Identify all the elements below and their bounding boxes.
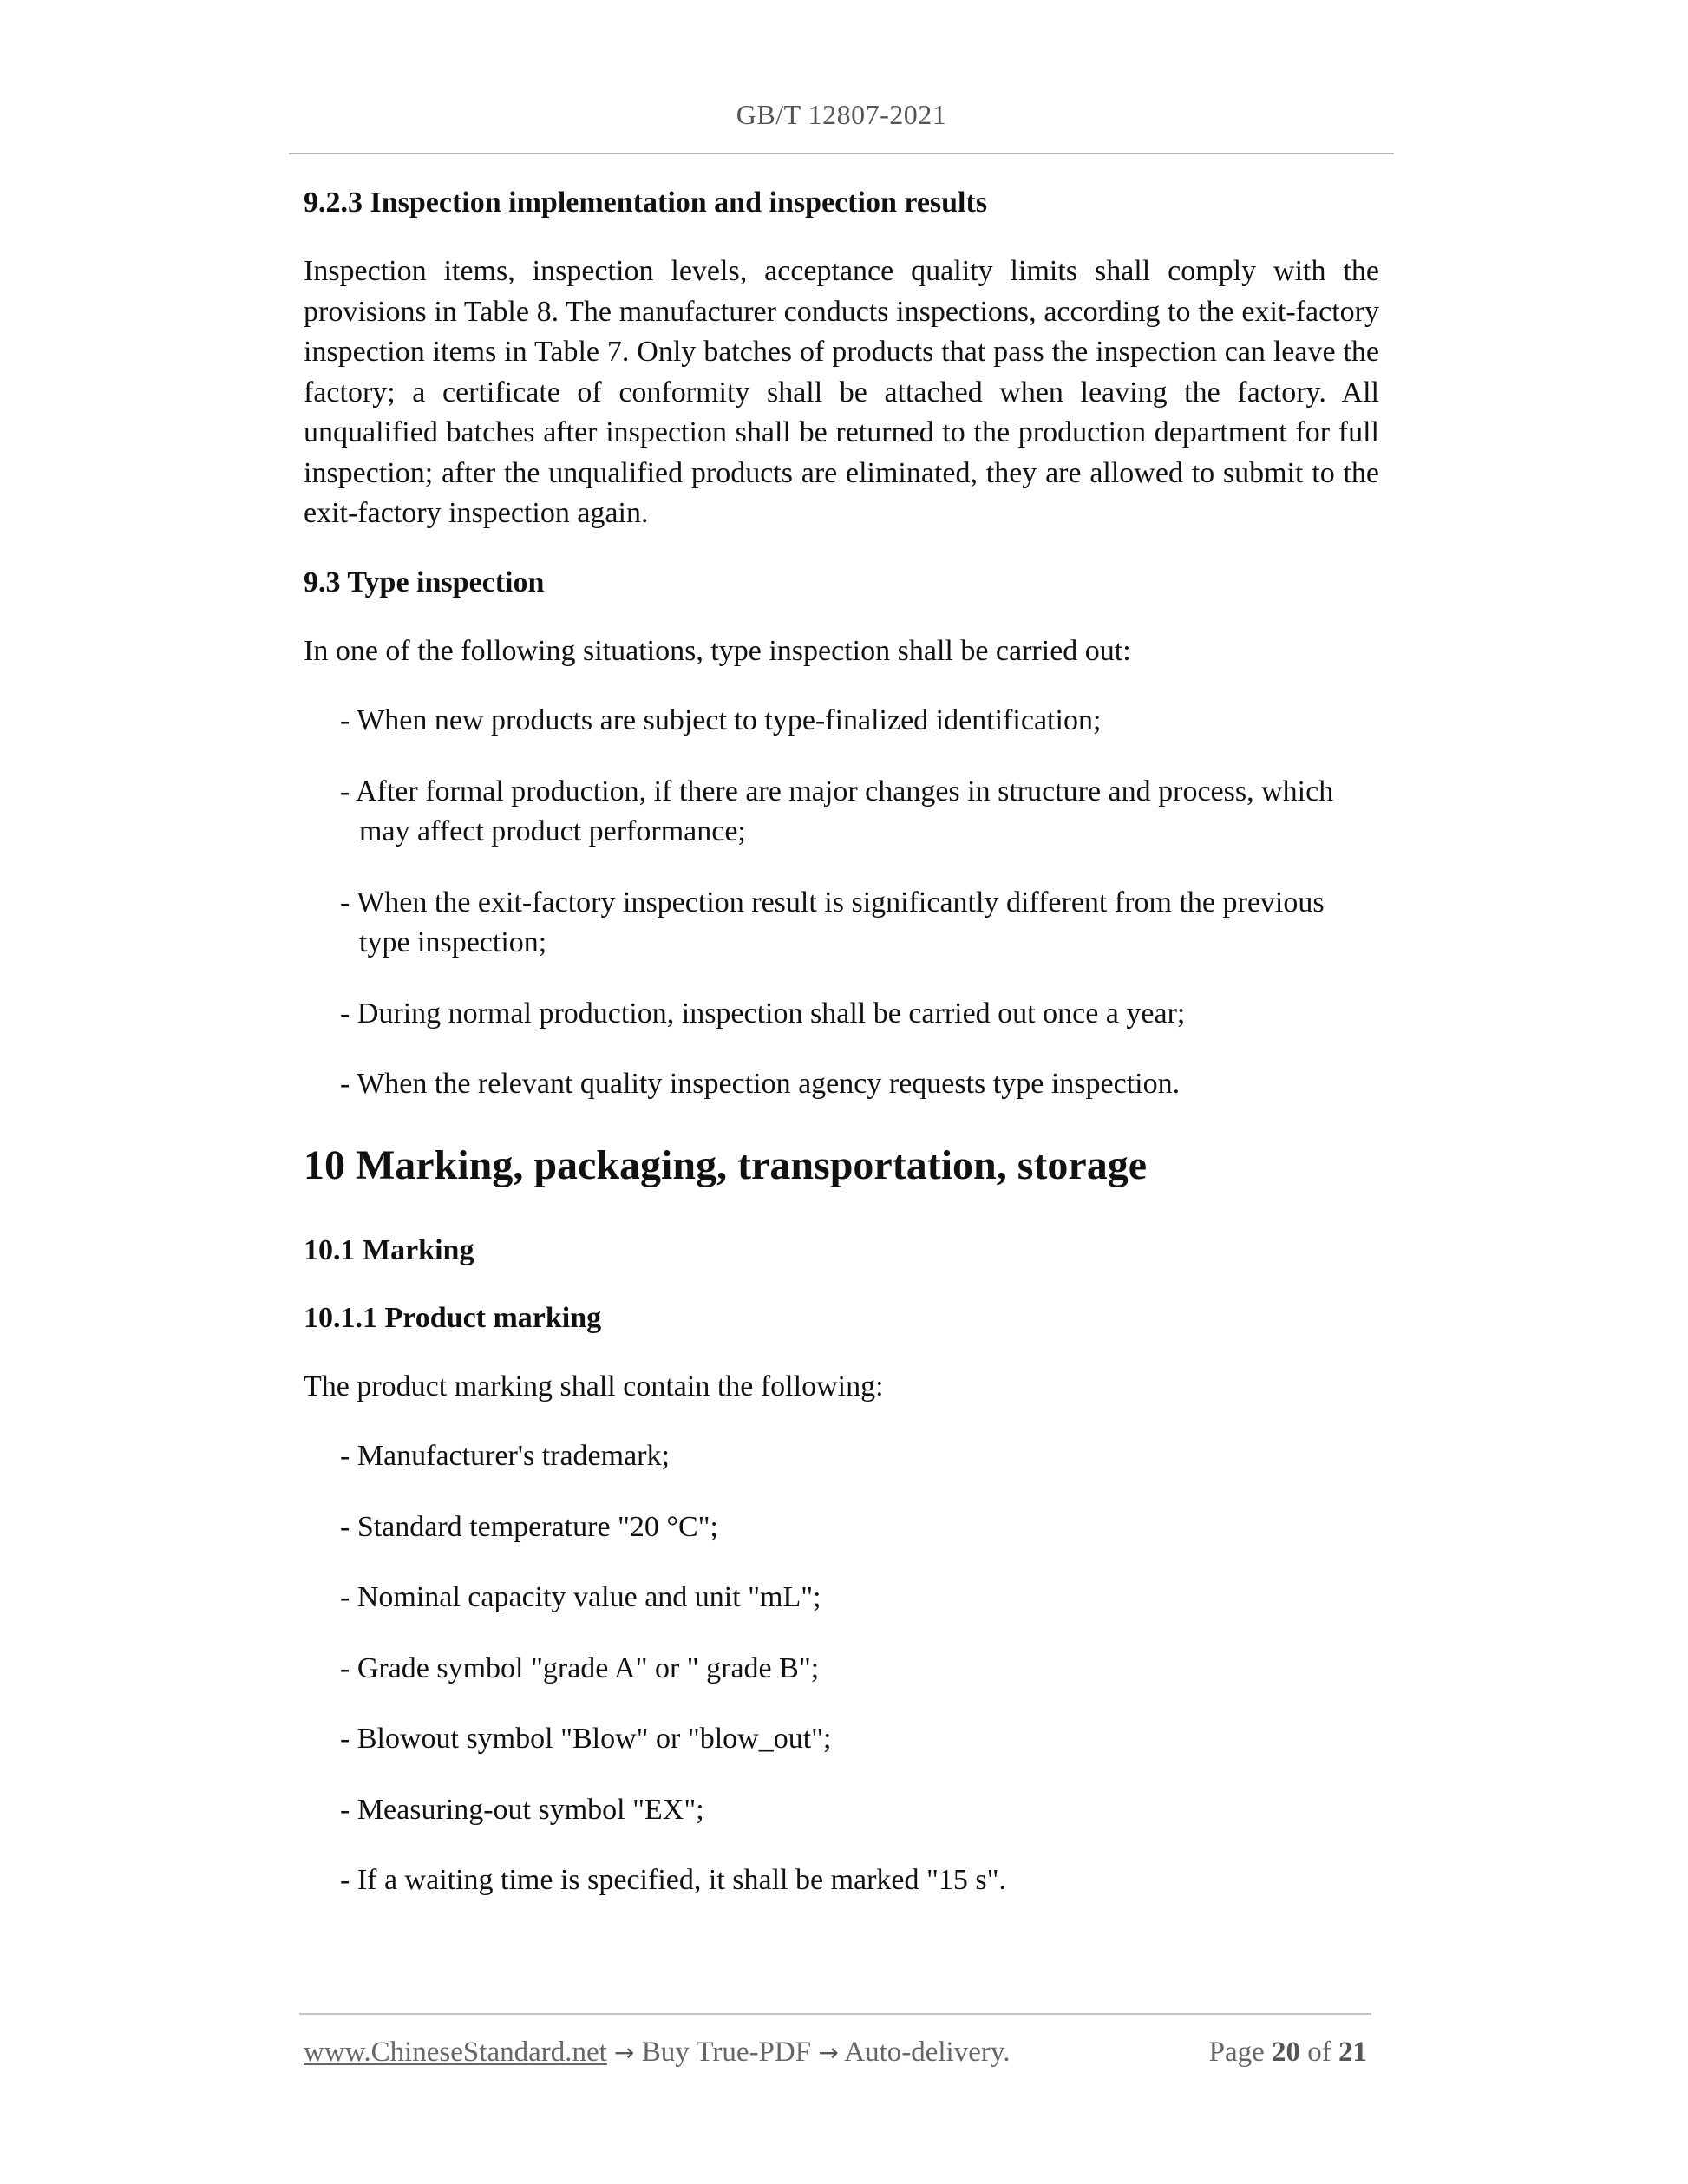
list-item: - After formal production, if there are major changes in structure and process, which may affect product performance; bbox=[340, 775, 1334, 847]
page-number bbox=[1209, 2033, 1367, 2071]
list-item: - When the exit-factory inspection result is significantly different from the previous type inspection; bbox=[340, 886, 1325, 958]
list-item: - Manufacturer's trademark; bbox=[340, 1440, 670, 1472]
page-current: 20 bbox=[1272, 2037, 1300, 2068]
page-of-label: of bbox=[1307, 2037, 1331, 2068]
section-9-2-3-paragraph: Inspection items, inspection levels, acceptance quality limits shall comply with the provisions in Table 8. The manufacturer conducts inspections, according to the exit-factory inspection items in Table 7. Only batches of products that pass the inspection can leave the factory; a certificate of conformity shall be attached when leaving the factory. All unqualified batches after inspection shall be returned to the production department for full inspection; after the unqualified products are eliminated, they are allowed to submit to the exit-factory inspection again. bbox=[304, 255, 1379, 529]
list-item: - Blowout symbol "Blow" or "blow_out"; bbox=[340, 1723, 832, 1755]
section-9-3-heading: 9.3 Type inspection bbox=[304, 566, 545, 598]
header-divider bbox=[289, 153, 1394, 154]
site-link[interactable]: www.ChineseStandard.net bbox=[304, 2037, 607, 2068]
buy-true-pdf-text: Buy True-PDF bbox=[641, 2037, 812, 2068]
section-10-heading: 10 Marking, packaging, transportation, storage bbox=[304, 1141, 1147, 1188]
page-body bbox=[304, 184, 1379, 1932]
document-header-title: GB/T 12807-2021 bbox=[736, 99, 947, 130]
page-total: 21 bbox=[1338, 2037, 1367, 2068]
list-item: - Measuring-out symbol "EX"; bbox=[340, 1793, 704, 1826]
arrow-right-icon: → bbox=[818, 2038, 839, 2067]
list-item: - Standard temperature "20 °C"; bbox=[340, 1510, 719, 1543]
footer-divider bbox=[299, 2013, 1371, 2015]
page-label: Page bbox=[1208, 2037, 1265, 2068]
list-item: - When new products are subject to type-finalized identification; bbox=[340, 704, 1102, 736]
page-footer bbox=[304, 2033, 1371, 2071]
section-9-3-intro: In one of the following situations, type inspection shall be carried out: bbox=[304, 634, 1131, 667]
footer-links bbox=[304, 2033, 1010, 2072]
list-item: - If a waiting time is specified, it shall be marked "15 s". bbox=[340, 1864, 1007, 1896]
section-10-1-1-intro: The product marking shall contain the following: bbox=[304, 1370, 884, 1403]
list-item: - During normal production, inspection shall be carried out once a year; bbox=[340, 997, 1186, 1030]
section-10-1-1-heading: 10.1.1 Product marking bbox=[304, 1301, 602, 1334]
auto-delivery-text: Auto-delivery. bbox=[844, 2037, 1011, 2068]
list-item: - Grade symbol "grade A" or " grade B"; bbox=[340, 1651, 820, 1684]
list-item: - Nominal capacity value and unit "mL"; bbox=[340, 1581, 821, 1613]
section-9-2-3-heading: 9.2.3 Inspection implementation and inspection results bbox=[304, 186, 988, 219]
list-item: - When the relevant quality inspection agency requests type inspection. bbox=[340, 1068, 1181, 1100]
arrow-right-icon: → bbox=[614, 2038, 635, 2067]
section-10-1-heading: 10.1 Marking bbox=[304, 1233, 474, 1266]
